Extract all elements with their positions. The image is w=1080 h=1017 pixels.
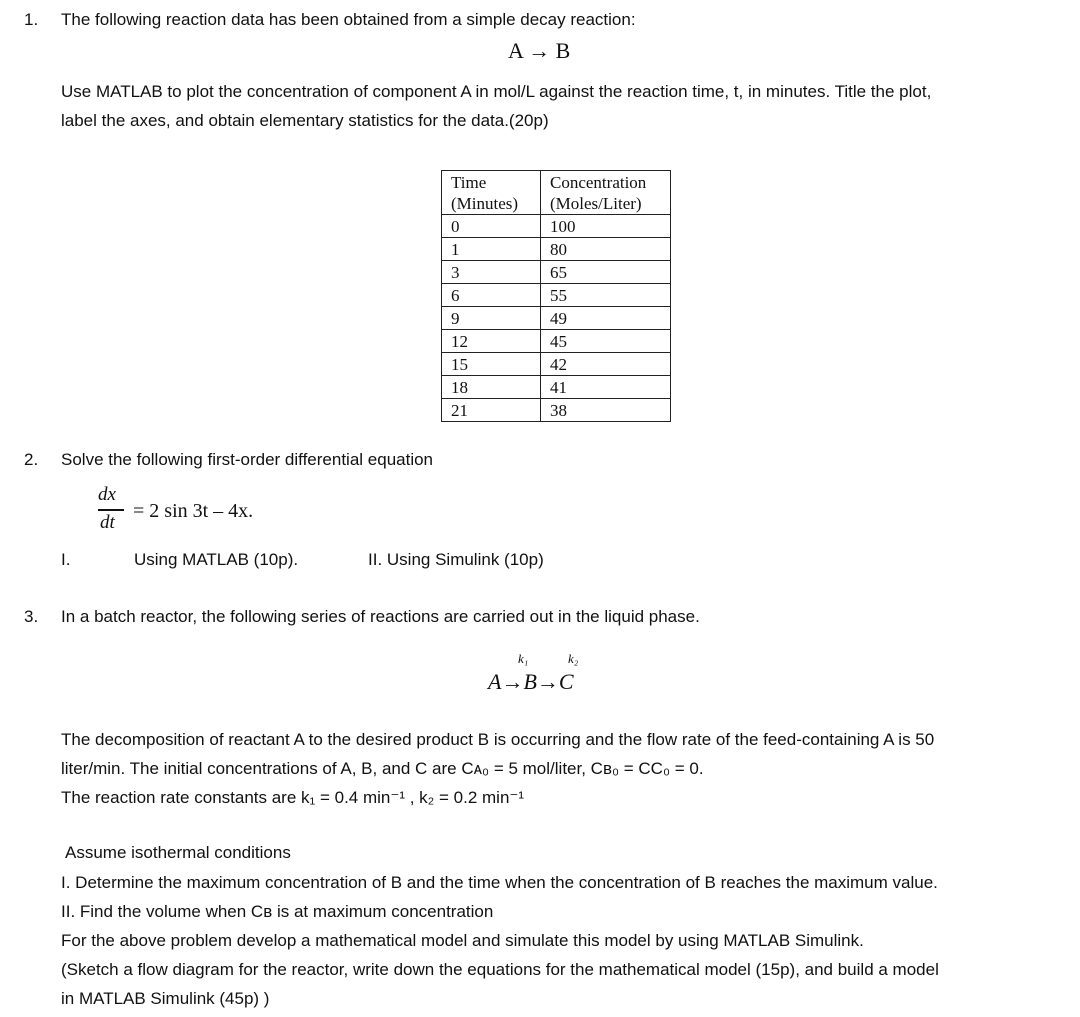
q2-intro: Solve the following first-order differential equation (61, 450, 434, 469)
fraction-numerator: dx (98, 484, 116, 505)
time-cell: 21 (442, 399, 541, 422)
table-row (442, 353, 671, 376)
table-row (442, 261, 671, 284)
time-cell: 6 (442, 284, 541, 307)
k2-label: k₂ (568, 651, 579, 666)
concentration-cell: 49 (541, 307, 671, 330)
table-header-row (442, 171, 671, 215)
table-row (442, 399, 671, 422)
table-row (442, 376, 671, 399)
time-cell: 9 (442, 307, 541, 330)
time-cell: 3 (442, 261, 541, 284)
q1-number: 1. (24, 10, 39, 29)
q1-reaction: A → B (508, 38, 571, 63)
table-row (442, 284, 671, 307)
reaction-chain: A→B→C (488, 669, 574, 694)
header-concentration: Concentration (Moles/Liter) (541, 171, 671, 215)
k1-label: k₁ (518, 651, 529, 666)
table-row (442, 215, 671, 238)
time-cell: 12 (442, 330, 541, 353)
time-cell: 15 (442, 353, 541, 376)
q1-paragraph (61, 77, 931, 135)
q3-paragraph (61, 725, 934, 812)
q3-task-4-line-2: in MATLAB Simulink (45p) ) (61, 989, 270, 1008)
time-cell: 18 (442, 376, 541, 399)
series-reaction (488, 651, 628, 701)
q1-line-2: label the axes, and obtain elementary statistics for the data.(20p) (61, 111, 549, 130)
concentration-cell: 45 (541, 330, 671, 353)
concentration-cell: 65 (541, 261, 671, 284)
q3-task-2: II. Find the volume when Cʙ is at maximum concentration (61, 902, 494, 921)
q2-number: 2. (24, 450, 39, 469)
q2-part1-text: Using MATLAB (10p). (134, 550, 299, 569)
q3-line-3: The reaction rate constants are k₁ = 0.4 min⁻¹ , k₂ = 0.2 min⁻¹ (61, 788, 525, 807)
table-row (442, 307, 671, 330)
time-cell: 1 (442, 238, 541, 261)
data-table (441, 170, 671, 422)
concentration-cell: 41 (541, 376, 671, 399)
concentration-cell: 80 (541, 238, 671, 261)
equation-rhs: = 2 sin 3t – 4x. (133, 500, 254, 522)
q3-task-4-line-1: (Sketch a flow diagram for the reactor, write down the equations for the mathematical model (15p), and build a model (61, 960, 939, 979)
q1-line-1: Use MATLAB to plot the concentration of component A in mol/L against the reaction time, t, in minutes. Title the plot, (61, 82, 932, 101)
q2-part2-text: II. Using Simulink (10p) (368, 550, 544, 569)
q2-part1-label: I. (61, 550, 71, 569)
table-row (442, 330, 671, 353)
q3-line-1: The decomposition of reactant A to the desired product B is occurring and the flow rate of the feed-containing A is 50 (61, 730, 935, 749)
concentration-cell: 100 (541, 215, 671, 238)
q3-number: 3. (24, 607, 39, 626)
table-row (442, 238, 671, 261)
q3-assume: Assume isothermal conditions (65, 843, 291, 862)
fraction-bar (98, 509, 124, 511)
q3-line-2: liter/min. The initial concentrations of A, B, and C are Cᴀ₀ = 5 mol/liter, Cʙ₀ = CC₀ = 0. (61, 759, 704, 778)
concentration-cell: 42 (541, 353, 671, 376)
fraction-denominator: dt (100, 512, 115, 533)
q1-intro: The following reaction data has been obtained from a simple decay reaction: (61, 10, 636, 29)
time-cell: 0 (442, 215, 541, 238)
q3-tasks (61, 868, 939, 1013)
header-time: Time (Minutes) (442, 171, 541, 215)
concentration-cell: 55 (541, 284, 671, 307)
concentration-cell: 38 (541, 399, 671, 422)
q3-task-1: I. Determine the maximum concentration of B and the time when the concentration of B reaches the maximum value. (61, 873, 938, 892)
q3-intro: In a batch reactor, the following series of reactions are carried out in the liquid phase. (61, 607, 700, 626)
q3-task-3: For the above problem develop a mathematical model and simulate this model by using MATLAB Simulink. (61, 931, 864, 950)
